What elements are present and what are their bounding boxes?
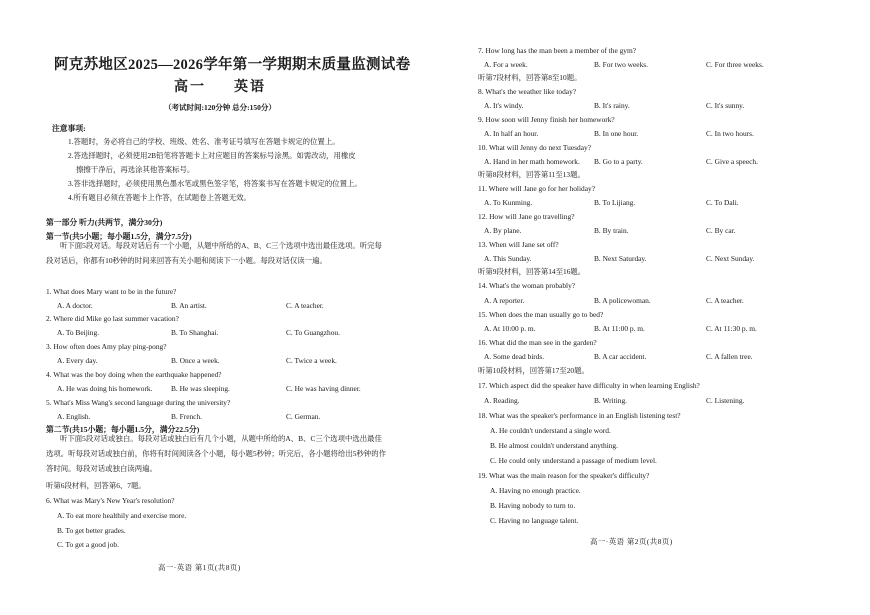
option-a: A. To Kunming. — [484, 198, 533, 207]
question-stem: 11. Where will Jane go for her holiday? — [478, 184, 595, 193]
option-a: A. He was doing his homework. — [57, 384, 153, 393]
option-c: C. He was having dinner. — [286, 384, 361, 393]
section2-instructions: 听下面5段对话或独白。每段对话或独白后有几个小题，从题中所给的A、B、C三个选项中选出最佳选项。听每段对话或独白前，你将有时间阅读各个小题，每小题5秒钟；听完后，各小题将给出5秒钟的作答时间。每段对话或独白读两遍。 — [46, 434, 386, 473]
material-note: 听第7段材料，回答第8至10题。 — [478, 73, 582, 82]
option-b: B. Writing. — [594, 396, 628, 405]
option-c: C. A teacher. — [706, 296, 744, 305]
question-stem: 18. What was the speaker's performance in an English listening test? — [478, 411, 681, 420]
option-b: B. Having nobody to turn to. — [490, 501, 576, 510]
option-b: B. French. — [171, 412, 202, 421]
option-c: C. At 11:30 p. m. — [706, 324, 757, 333]
option-c: C. It's sunny. — [706, 101, 745, 110]
option-c: C. For three weeks. — [706, 60, 764, 69]
option-b: B. Next Saturday. — [594, 254, 647, 263]
subject-label: 英语 — [234, 80, 266, 95]
option-b: B. A car accident. — [594, 352, 647, 361]
option-b: B. Once a week. — [171, 356, 220, 365]
option-c: C. Having no language talent. — [490, 516, 579, 525]
material-note: 听第10段材料，回答第17至20题。 — [478, 366, 589, 375]
question-stem: 17. Which aspect did the speaker have difficulty in when learning English? — [478, 381, 700, 390]
option-b: B. To get better grades. — [57, 526, 126, 535]
notice-item: 3.答非选择题时，必须使用黑色墨水笔或黑色签字笔，将答案书写在答题卡规定的位置上。 — [68, 179, 362, 188]
option-a: A. English. — [57, 412, 91, 421]
option-c: C. To Guangzhou. — [286, 328, 340, 337]
option-c: C. He could only understand a passage of medium level. — [490, 456, 657, 465]
notice-item: 擦擦干净后，再选涂其他答案标号。 — [76, 165, 195, 174]
option-c: C. Twice a week. — [286, 356, 337, 365]
option-a: A. At 10:00 p. m. — [484, 324, 536, 333]
option-c: C. A teacher. — [286, 301, 324, 310]
option-b: B. An artist. — [171, 301, 207, 310]
option-a: A. Some dead birds. — [484, 352, 545, 361]
exam-title: 阿克苏地区2025—2026学年第一学期期末质量监测试卷 — [54, 57, 411, 73]
option-a: A. Reading. — [484, 396, 520, 405]
subject-heading — [46, 76, 394, 96]
section1-instructions: 听下面5段对话。每段对话后有一个小题，从题中所给的A、B、C三个选项中选出最佳选项。听完每段对话后，你都有10秒钟的时间来回答有关小题和阅读下一小题。每段对话仅读一遍。 — [46, 241, 382, 265]
option-b: B. Go to a party. — [594, 157, 643, 166]
page-footer: 高一·英语 第1页(共8页) — [158, 563, 241, 572]
question-stem: 13. When will Jane set off? — [478, 240, 559, 249]
option-a: A. By plane. — [484, 226, 522, 235]
material-note: 听第9段材料，回答第14至16题。 — [478, 267, 586, 276]
option-c: C. In two hours. — [706, 129, 754, 138]
question-stem: 9. How soon will Jenny finish her homework? — [478, 115, 615, 124]
notice-heading: 注意事项: — [52, 124, 86, 133]
option-a: A. For a week. — [484, 60, 528, 69]
question-stem: 1. What does Mary want to be in the future? — [46, 287, 177, 296]
section2-heading: 第二节(共15小题；每小题1.5分，满分22.5分) — [46, 425, 200, 434]
option-b: B. In one hour. — [594, 129, 639, 138]
question-stem: 19. What was the main reason for the speaker's difficulty? — [478, 471, 650, 480]
option-c: C. Give a speech. — [706, 157, 758, 166]
option-b: B. He was sleeping. — [171, 384, 230, 393]
option-c: C. Next Sunday. — [706, 254, 755, 263]
material-note: 听第6段材料，回答第6、7题。 — [46, 481, 146, 490]
material-note: 听第8段材料，回答第11至13题。 — [478, 170, 585, 179]
question-stem: 10. What will Jenny do next Tuesday? — [478, 143, 591, 152]
option-c: C. German. — [286, 412, 321, 421]
option-c: C. Listening. — [706, 396, 745, 405]
option-c: C. A fallen tree. — [706, 352, 753, 361]
option-a: A. In half an hour. — [484, 129, 539, 138]
notice-item: 1.答题时，务必将自己的学校、班级、姓名、准考证号填写在答题卡规定的位置上。 — [68, 137, 340, 146]
option-b: B. By train. — [594, 226, 629, 235]
question-stem: 7. How long has the man been a member of the gym? — [478, 46, 637, 55]
option-a: A. To Beijing. — [57, 328, 100, 337]
option-c: C. By car. — [706, 226, 736, 235]
option-a: A. Hand in her math homework. — [484, 157, 580, 166]
option-b: B. It's rainy. — [594, 101, 630, 110]
option-c: C. To Dali. — [706, 198, 739, 207]
option-b: B. For two weeks. — [594, 60, 648, 69]
option-a: A. Every day. — [57, 356, 98, 365]
question-stem: 15. When does the man usually go to bed? — [478, 310, 604, 319]
question-stem: 8. What's the weather like today? — [478, 87, 577, 96]
option-a: A. A doctor. — [57, 301, 93, 310]
option-a: A. A reporter. — [484, 296, 525, 305]
question-stem: 4. What was the boy doing when the earthquake happened? — [46, 370, 222, 379]
option-c: C. To get a good job. — [57, 540, 119, 549]
part1-heading: 第一部分 听力(共两节，满分30分) — [46, 218, 163, 227]
option-a: A. Having no enough practice. — [490, 486, 581, 495]
page-footer: 高一·英语 第2页(共8页) — [590, 537, 673, 546]
option-a: A. To eat more healthily and exercise more. — [57, 511, 187, 520]
option-b: B. To Shanghai. — [171, 328, 219, 337]
question-stem: 6. What was Mary's New Year's resolution? — [46, 496, 175, 505]
question-stem: 16. What did the man see in the garden? — [478, 338, 597, 347]
question-stem: 14. What's the woman probably? — [478, 281, 576, 290]
notice-item: 2.答选择题时，必须使用2B铅笔将答题卡上对应题目的答案标号涂黑。如需改动，用橡皮 — [68, 151, 356, 160]
exam-time-info: （考试时间:120分钟 总分:150分） — [164, 103, 276, 112]
section1-heading: 第一节(共5小题；每小题1.5分，满分7.5分) — [46, 232, 192, 241]
option-b: B. He almost couldn't understand anything. — [490, 441, 618, 450]
option-a: A. It's windy. — [484, 101, 524, 110]
option-b: B. To Lijiang. — [594, 198, 636, 207]
question-stem: 5. What's Miss Wang's second language during the university? — [46, 398, 231, 407]
question-stem: 3. How often does Amy play ping-pong? — [46, 342, 167, 351]
grade-label: 高一 — [174, 80, 206, 95]
option-b: B. At 11:00 p. m. — [594, 324, 645, 333]
question-stem: 12. How will Jane go travelling? — [478, 212, 575, 221]
notice-item: 4.所有题目必须在答题卡上作答，在试题卷上答题无效。 — [68, 193, 251, 202]
question-stem: 2. Where did Mike go last summer vacation? — [46, 314, 179, 323]
option-a: A. He couldn't understand a single word. — [490, 426, 611, 435]
option-a: A. This Sunday. — [484, 254, 532, 263]
option-b: B. A policewoman. — [594, 296, 651, 305]
